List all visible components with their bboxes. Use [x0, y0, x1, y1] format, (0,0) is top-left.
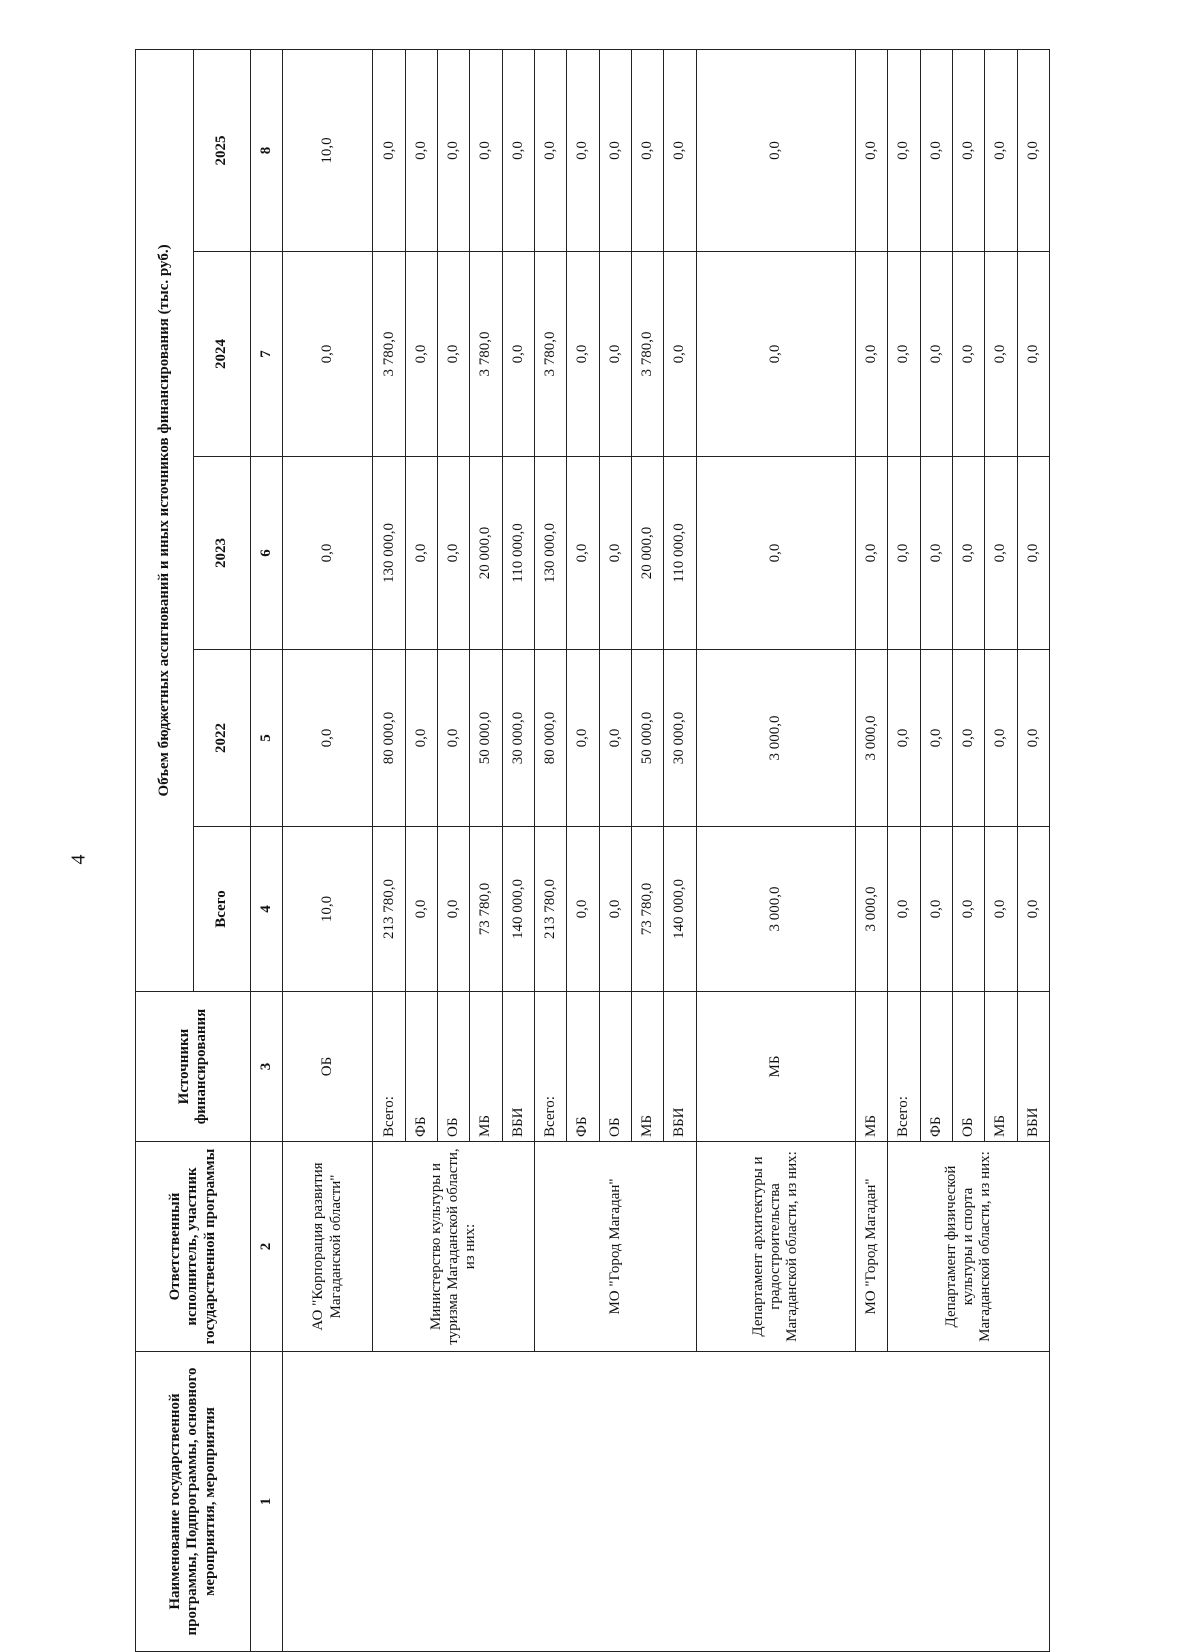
value-2024: 0,0 [920, 252, 952, 457]
value-2024: 0,0 [438, 252, 470, 457]
value-2024: 3 780,0 [470, 252, 502, 457]
source-cell: ВБИ [664, 992, 696, 1142]
executor-cell: МО "Город Магадан" [856, 1142, 888, 1352]
header-2025: 2025 [194, 49, 251, 251]
value-2022: 3 000,0 [696, 650, 855, 827]
value-2022: 0,0 [985, 650, 1017, 827]
executor-cell: Министерство культуры и туризма Магаданской области, из них: [373, 1142, 535, 1352]
value-2025: 0,0 [470, 49, 502, 251]
value-2022: 0,0 [283, 650, 373, 827]
header-executor: Ответственный исполнитель, участник государственной программы [136, 1142, 251, 1352]
value-2023: 0,0 [856, 457, 888, 650]
value-total: 3 000,0 [696, 827, 855, 992]
value-2025: 0,0 [567, 49, 599, 251]
source-cell: ВБИ [502, 992, 534, 1142]
value-total: 140 000,0 [502, 827, 534, 992]
value-2024: 0,0 [856, 252, 888, 457]
value-2025: 0,0 [405, 49, 437, 251]
source-cell: МБ [470, 992, 502, 1142]
value-2025: 0,0 [535, 49, 567, 251]
rotated-table-container [135, 50, 1050, 1652]
value-2024: 0,0 [664, 252, 696, 457]
budget-table [135, 49, 1050, 1652]
value-2023: 20 000,0 [631, 457, 663, 650]
header-2024: 2024 [194, 252, 251, 457]
value-2022: 3 000,0 [856, 650, 888, 827]
header-volume: Объем бюджетных ассигнований и иных источников финансирования (тыс. руб.) [136, 49, 194, 991]
value-2023: 130 000,0 [373, 457, 405, 650]
value-2023: 20 000,0 [470, 457, 502, 650]
value-total: 0,0 [985, 827, 1017, 992]
value-total: 213 780,0 [373, 827, 405, 992]
value-2024: 3 780,0 [631, 252, 663, 457]
source-cell: МБ [696, 992, 855, 1142]
source-cell: МБ [985, 992, 1017, 1142]
value-total: 73 780,0 [470, 827, 502, 992]
source-cell: ФБ [567, 992, 599, 1142]
value-2024: 0,0 [283, 252, 373, 457]
value-2023: 110 000,0 [664, 457, 696, 650]
value-2024: 0,0 [985, 252, 1017, 457]
value-total: 0,0 [438, 827, 470, 992]
col-number: 3 [251, 992, 283, 1142]
value-2025: 0,0 [1017, 49, 1049, 251]
value-2022: 50 000,0 [470, 650, 502, 827]
executor-cell: АО "Корпорация развития Магаданской области" [283, 1142, 373, 1352]
value-2022: 0,0 [567, 650, 599, 827]
value-total: 0,0 [920, 827, 952, 992]
value-total: 140 000,0 [664, 827, 696, 992]
value-2024: 0,0 [888, 252, 920, 457]
source-cell: МБ [631, 992, 663, 1142]
program-name-cell [283, 1352, 1050, 1652]
source-cell: ОБ [438, 992, 470, 1142]
executor-cell: Департамент физической культуры и спорта Магаданской области, из них: [888, 1142, 1050, 1352]
header-total: Всего [194, 827, 251, 992]
value-2025: 0,0 [631, 49, 663, 251]
value-2022: 0,0 [920, 650, 952, 827]
executor-cell: Департамент архитектуры и градостроительства Магаданской области, из них: [696, 1142, 855, 1352]
value-2022: 80 000,0 [373, 650, 405, 827]
value-2023: 130 000,0 [535, 457, 567, 650]
col-number: 7 [251, 252, 283, 457]
col-number: 5 [251, 650, 283, 827]
value-2023: 0,0 [405, 457, 437, 650]
header-name: Наименование государственной программы, Подпрограммы, основного мероприятия, мероприятия [136, 1352, 251, 1652]
value-2024: 3 780,0 [373, 252, 405, 457]
header-2023: 2023 [194, 457, 251, 650]
value-2022: 80 000,0 [535, 650, 567, 827]
value-2025: 0,0 [438, 49, 470, 251]
source-cell: МБ [856, 992, 888, 1142]
value-total: 0,0 [405, 827, 437, 992]
value-total: 213 780,0 [535, 827, 567, 992]
col-number: 6 [251, 457, 283, 650]
value-total: 3 000,0 [856, 827, 888, 992]
executor-cell: МО "Город Магадан" [535, 1142, 697, 1352]
value-2024: 0,0 [952, 252, 984, 457]
header-2022: 2022 [194, 650, 251, 827]
value-2025: 10,0 [283, 49, 373, 251]
source-cell: Всего: [535, 992, 567, 1142]
value-total: 0,0 [599, 827, 631, 992]
value-2023: 110 000,0 [502, 457, 534, 650]
source-cell: Всего: [373, 992, 405, 1142]
value-2022: 0,0 [405, 650, 437, 827]
value-2022: 0,0 [1017, 650, 1049, 827]
col-number: 2 [251, 1142, 283, 1352]
value-2023: 0,0 [1017, 457, 1049, 650]
value-total: 73 780,0 [631, 827, 663, 992]
value-2025: 0,0 [664, 49, 696, 251]
value-total: 0,0 [888, 827, 920, 992]
value-2022: 0,0 [952, 650, 984, 827]
value-2025: 0,0 [888, 49, 920, 251]
source-cell: Всего: [888, 992, 920, 1142]
value-2022: 0,0 [438, 650, 470, 827]
source-cell: ВБИ [1017, 992, 1049, 1142]
value-2024: 0,0 [599, 252, 631, 457]
value-2023: 0,0 [952, 457, 984, 650]
value-2023: 0,0 [567, 457, 599, 650]
value-2024: 0,0 [696, 252, 855, 457]
value-2025: 0,0 [696, 49, 855, 251]
value-2022: 0,0 [888, 650, 920, 827]
value-2023: 0,0 [888, 457, 920, 650]
value-2025: 0,0 [952, 49, 984, 251]
value-2025: 0,0 [502, 49, 534, 251]
header-sources: Источники финансирования [136, 992, 251, 1142]
value-2024: 3 780,0 [535, 252, 567, 457]
source-cell: ОБ [952, 992, 984, 1142]
col-number: 4 [251, 827, 283, 992]
value-2023: 0,0 [599, 457, 631, 650]
value-2023: 0,0 [438, 457, 470, 650]
value-total: 0,0 [567, 827, 599, 992]
value-2023: 0,0 [283, 457, 373, 650]
value-2024: 0,0 [502, 252, 534, 457]
value-2025: 0,0 [985, 49, 1017, 251]
value-2022: 30 000,0 [502, 650, 534, 827]
value-2024: 0,0 [1017, 252, 1049, 457]
value-2024: 0,0 [567, 252, 599, 457]
value-2025: 0,0 [373, 49, 405, 251]
value-2023: 0,0 [920, 457, 952, 650]
page-number: 4 [67, 854, 90, 865]
col-number: 8 [251, 49, 283, 251]
value-2022: 30 000,0 [664, 650, 696, 827]
source-cell: ФБ [920, 992, 952, 1142]
value-2025: 0,0 [856, 49, 888, 251]
value-total: 0,0 [952, 827, 984, 992]
value-2023: 0,0 [985, 457, 1017, 650]
value-2022: 50 000,0 [631, 650, 663, 827]
value-2025: 0,0 [599, 49, 631, 251]
col-number: 1 [251, 1352, 283, 1652]
value-2025: 0,0 [920, 49, 952, 251]
value-total: 10,0 [283, 827, 373, 992]
value-2022: 0,0 [599, 650, 631, 827]
source-cell: ОБ [283, 992, 373, 1142]
value-2024: 0,0 [405, 252, 437, 457]
value-total: 0,0 [1017, 827, 1049, 992]
source-cell: ФБ [405, 992, 437, 1142]
value-2023: 0,0 [696, 457, 855, 650]
source-cell: ОБ [599, 992, 631, 1142]
